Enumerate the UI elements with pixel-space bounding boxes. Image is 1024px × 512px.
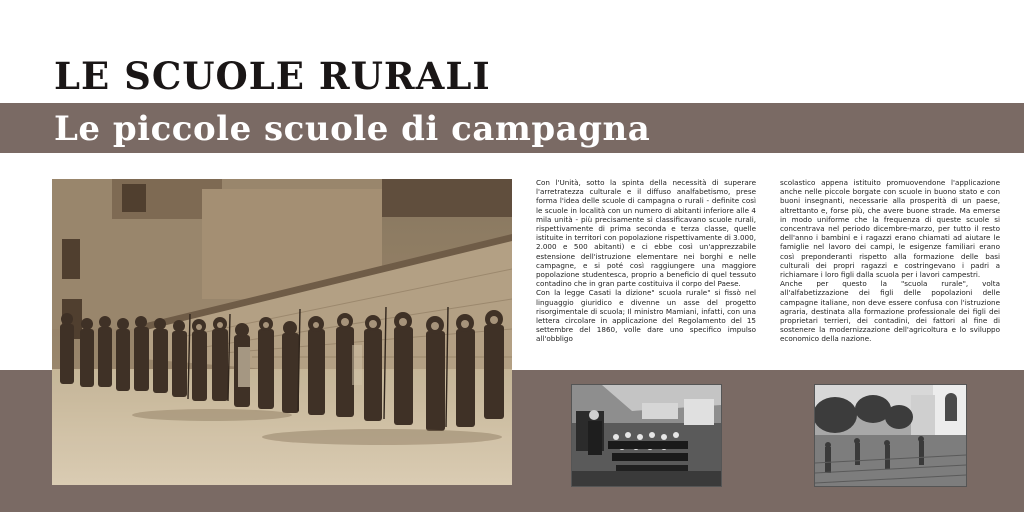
column-2-paragraph-2: Anche per questo la "scuola rurale", volta all'alfabetizzazione dei figli delle popolazioni delle campagne italiane, non deve essere confusa con l'istruzione agraria, destinata alla formazione professionale dei figli dei proprietari terrieri, dei contadini, dei fattori al fine di sostenere la modernizzazione dell'agricoltura e lo sviluppo economico della nazione. (780, 279, 1000, 344)
main-photo-illustration (52, 179, 512, 485)
garden-photo (814, 384, 967, 487)
text-column-1 (536, 178, 756, 344)
page-subtitle: Le piccole scuole di campagna (54, 109, 651, 149)
page-title: LE SCUOLE RURALI (54, 54, 491, 98)
classroom-illustration (572, 385, 721, 486)
column-2-paragraph-1: scolastico appena istituito promuovendone l'applicazione anche nelle piccole borgate con scuole in buono stato e con buoni insegnanti, necessarie alla prosperità di un paese, altrettanto e, forse più, che avere buone strade. Ma emerse in modo uniforme che la frequenza di queste scuole si concentrava nel periodo dicembre-marzo, per tutto il resto dell'anno i bambini e i ragazzi erano chiamati ad aiutare le famiglie nel lavoro dei campi, le esigenze familiari erano così preponderanti rispetto alla formazione delle basi culturali dei propri ragazzi e costringevano i padri a richiamare i loro figli dalla scuola per i lavori campestri. (780, 178, 1000, 280)
classroom-photo (571, 384, 722, 487)
main-photo-schoolchildren (52, 179, 512, 485)
garden-illustration (815, 385, 966, 486)
text-column-2 (780, 178, 1000, 344)
column-1-paragraph-2: Con la legge Casati la dizione" scuola rurale" si fissò nel linguaggio giuridico e divenne un asse del progetto risorgimentale di scuola; Il ministro Mamiani, infatti, con una lettera circolare in applicazione del Regolamento del 15 settembre del 1860, volle dare uno specifico impulso all'obbligo (536, 288, 756, 344)
column-1-paragraph-1: Con l'Unità, sotto la spinta della necessità di superare l'arretratezza culturale e il diffuso analfabetismo, prese forma l'idea delle scuole di campagna o rurali - definite così le scuole in località con un numero di abitanti inferiore alle 4 mila unità - più precisamente si classificavano scuole rurali, rispettivamente di prima seconda e terza classe, quelle istituite in territori con popolazione rispettivamente di 3.000, 2.000 e 500 abitanti) e ci ebbe così un'apprezzabile estensione dell'istruzione elementare nei borghi e nelle campagne, e si poté così raggiungere una maggiore popolazione studentesca, proprio a beneficio di quel tessuto contadino che in gran parte costituiva il corpo del Paese. (536, 178, 756, 289)
